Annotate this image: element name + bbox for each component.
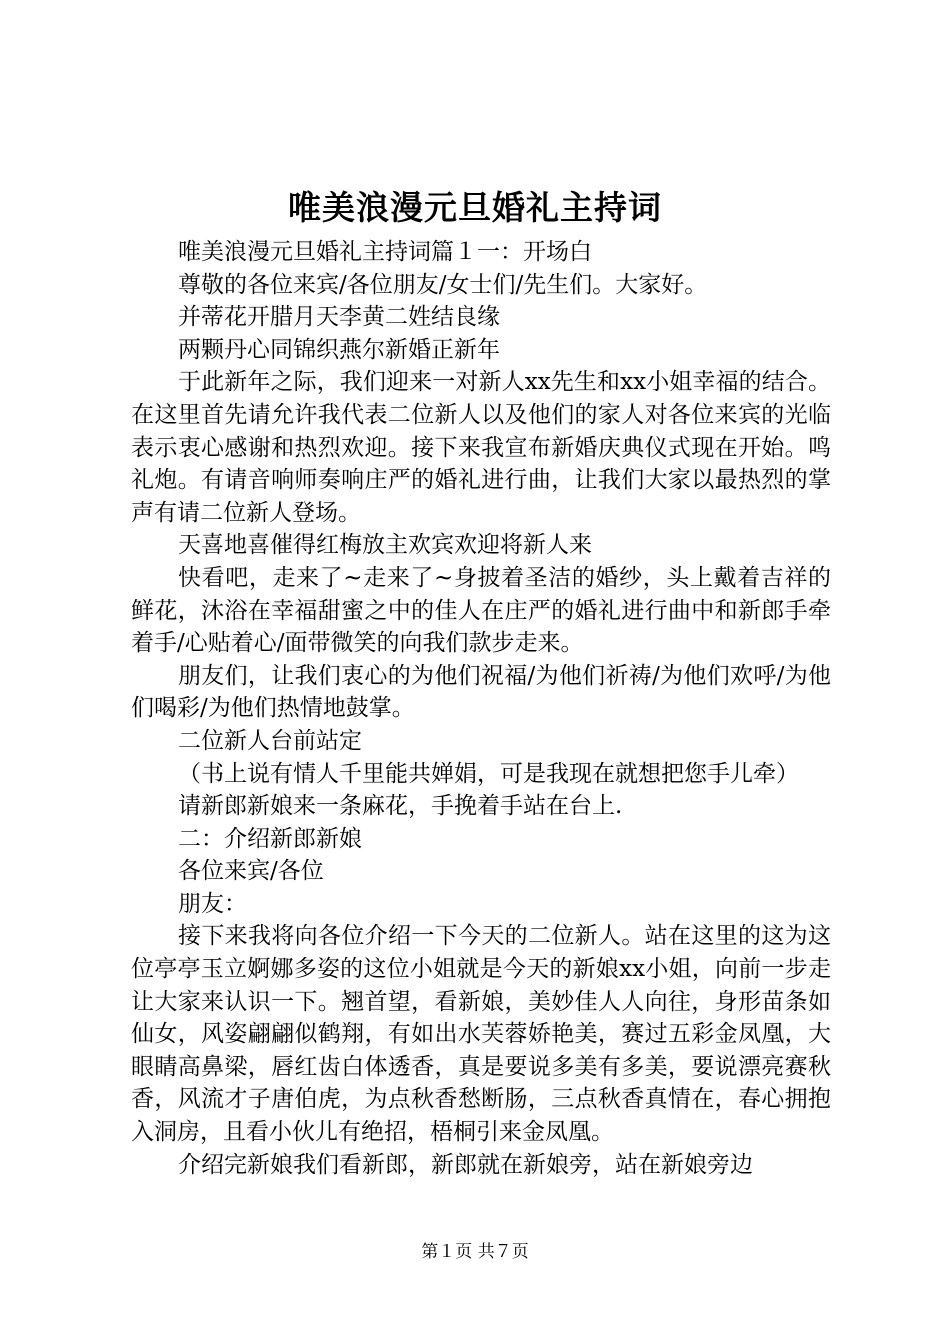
document-body bbox=[131, 236, 831, 1181]
page-footer: 第１页 共７页 bbox=[421, 1242, 529, 1262]
paragraph: 天喜地喜催得红梅放主欢宾欢迎将新人来 bbox=[178, 532, 592, 559]
paragraph: 朋友们，让我们衷心的为他们祝福/为他们祈祷/为他们欢呼/为他们喝彩/为他们热情地鼓掌。 bbox=[131, 662, 831, 722]
paragraph: 接下来我将向各位介绍一下今天的二位新人。站在这里的这为这位亭亭玉立婀娜多姿的这位小姐就是今天的新娘xx小姐，向前一步走让大家来认识一下。翘首望，看新娘，美妙佳人人向往，身形苗条如仙女，风姿翩翩似鹤翔，有如出水芙蓉娇艳美，赛过五彩金凤凰，大眼睛高鼻梁，唇红齿白体透香，真是要说多美有多美，要说漂亮赛秋香，风流才子唐伯虎，为点秋香愁断肠，三点秋香真情在，春心拥抱入洞房，且看小伙儿有绝招，梧桐引来金凤凰。 bbox=[131, 923, 831, 1146]
paragraph: （书上说有情人千里能共婵娟，可是我现在就想把您手儿牵） bbox=[178, 760, 799, 787]
paragraph: 快看吧，走来了~走来了~身披着圣洁的婚纱，头上戴着吉祥的鲜花，沐浴在幸福甜蜜之中的佳人在庄严的婚礼进行曲中和新郎手牵着手/心贴着心/面带微笑的向我们款步走来。 bbox=[131, 564, 831, 657]
paragraph: 二位新人台前站定 bbox=[178, 727, 362, 754]
paragraph: 朋友： bbox=[178, 890, 247, 917]
paragraph: 并蒂花开腊月天李黄二姓结良缘 bbox=[178, 304, 500, 331]
paragraph: 介绍完新娘我们看新郎，新郎就在新娘旁，站在新娘旁边 bbox=[178, 1151, 753, 1178]
paragraph: 于此新年之际，我们迎来一对新人xx先生和xx小姐幸福的结合。在这里首先请允许我代表二位新人以及他们的家人对各位来宾的光临表示衷心感谢和热烈欢迎。接下来我宣布新婚庆典仪式现在开始。鸣礼炮。有请音响师奏响庄严的婚礼进行曲，让我们大家以最热烈的掌声有请二位新人登场。 bbox=[131, 369, 831, 526]
paragraph: 唯美浪漫元旦婚礼主持词篇１一：开场白 bbox=[178, 239, 592, 265]
document-title: 唯美浪漫元旦婚礼主持词 bbox=[288, 188, 662, 227]
paragraph: 二：介绍新郎新娘 bbox=[178, 825, 362, 852]
paragraph: 请新郎新娘来一条麻花，手挽着手站在台上. bbox=[178, 793, 623, 820]
paragraph: 尊敬的各位来宾/各位朋友/女士们/先生们。大家好。 bbox=[178, 271, 708, 298]
paragraph: 两颗丹心同锦织燕尔新婚正新年 bbox=[178, 336, 500, 363]
paragraph: 各位来宾/各位 bbox=[178, 858, 324, 885]
